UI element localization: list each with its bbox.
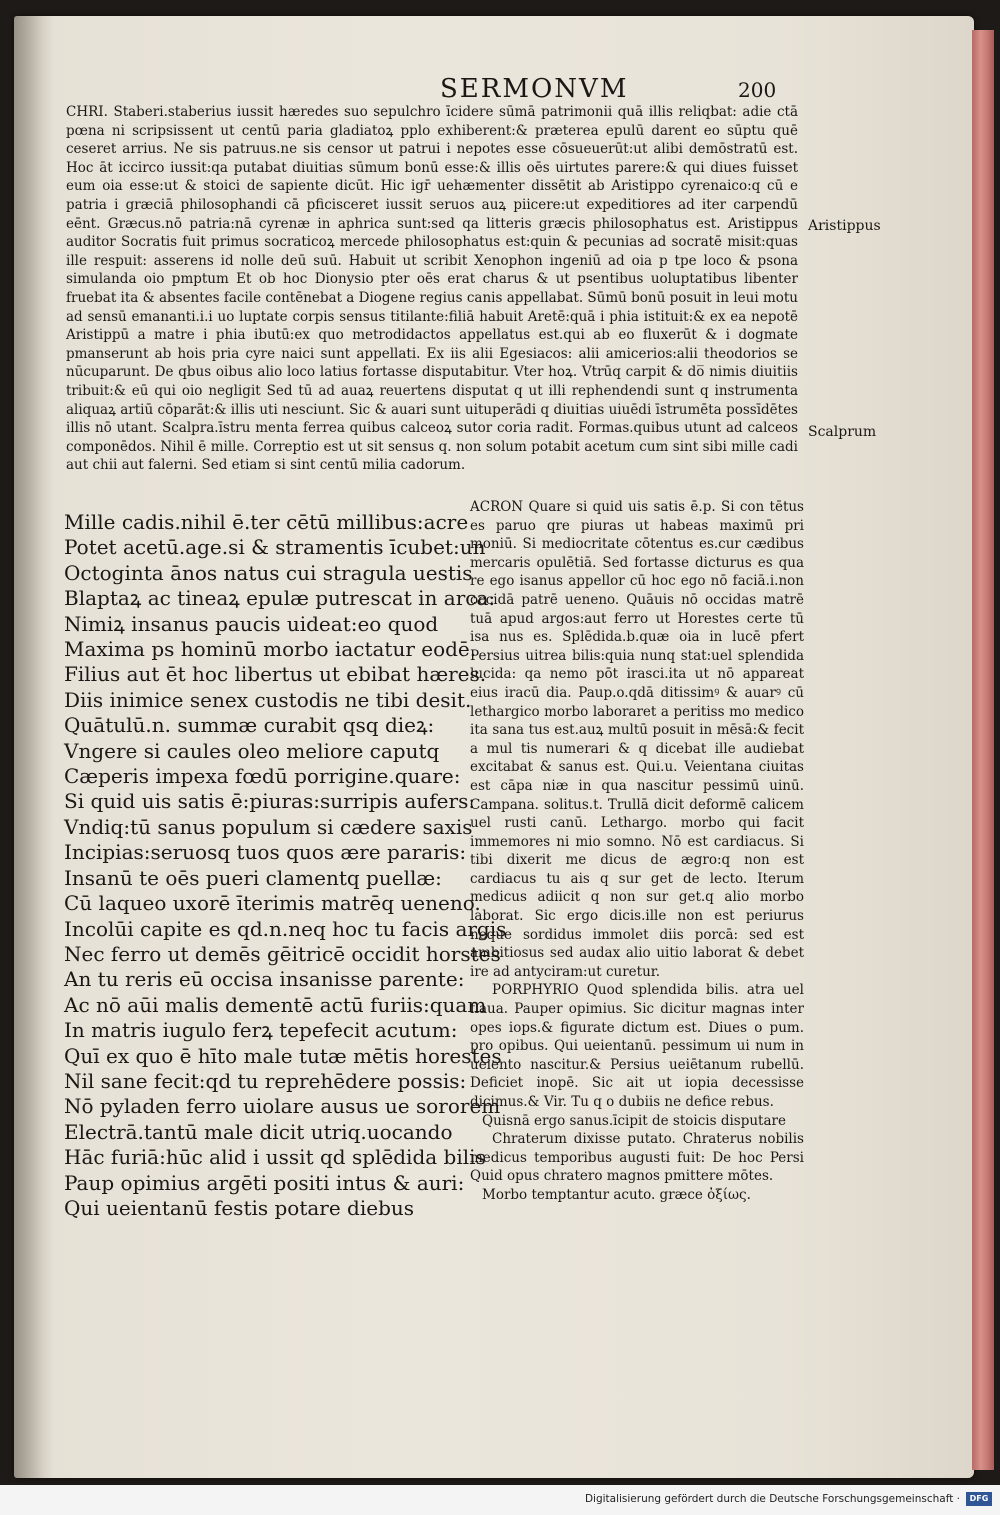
verse-line: Electrā.tantū male dicit utriq.uocando [64, 1119, 453, 1144]
verse-line: Incolūi capite es qd.n.neq hoc tu facis argis [64, 916, 507, 941]
verse-line: Nō pyladen ferro uiolare ausus ue sororem [64, 1094, 501, 1119]
dfg-logo-icon: DFG [966, 1492, 992, 1506]
verse-line: Diis inimice senex custodis ne tibi desit. [64, 687, 472, 712]
margin-note-scalprum: Scalprum [808, 424, 877, 440]
commentary-line: Quisnā ergo sanus.īcipit de stoicis disputare [482, 1112, 786, 1129]
verse-line: Nec ferro ut demēs gēitricē occidit horstes [64, 941, 501, 966]
verse-line: Nil sane fecit:qd tu reprehēdere possis: [64, 1068, 467, 1093]
verse-line: Vngere si caules oleo meliore caputq [64, 738, 440, 763]
verse-line: Cū laqueo uxorē īterimis matrēq ueneno. [64, 891, 481, 916]
commentary-block-top [66, 103, 798, 475]
verse-line: Quātulū.n. summæ curabit qsq dieꝝ: [64, 713, 435, 738]
verse-line: An tu reris eū occisa insanisse parente: [64, 967, 465, 992]
verse-line: Cæperis impexa fœdū porrigine.quare: [64, 764, 461, 789]
commentary-paragraph: Chraterum dixisse putato. Chraterus nobilis medicus temporibus augusti fuit: De hoc Persi Quid opus chratero magnos pmittere mōtes. [470, 1131, 804, 1185]
verse-line: In matris iugulo ferꝝ tepefecit acutum: [64, 1018, 458, 1043]
commentary-block-right [470, 498, 804, 1205]
verse-line: Blaptaꝝ ac tineaꝝ epulæ putrescat in arca: [64, 586, 496, 611]
folio-number: 200 [738, 78, 777, 102]
verse-line: Insanū te oēs pueri clamentq puellæ: [64, 865, 442, 890]
verse-line: Paup opimius argēti positi intus & auri: [64, 1170, 465, 1195]
verse-line: Mille cadis.nihil ē.ter cētū millibus:acre [64, 510, 469, 534]
margin-note-aristippus: Aristippus [808, 218, 881, 234]
verse-text-block [64, 510, 507, 1221]
commentary-paragraph: CHRI. Staberi.staberius iussit hæredes suo sepulchro īcidere sūmā patrimonii quā illis reliqbat: adie ctā pœna ni scripsissent ut centū paria gladiatoꝝ pplo exhiberent:& præterea epulū darent eo sūptu quē ceseret arrius. Ne sis patruus.ne sis censor ut patrui i nepotes esse cōsueuerūt:ut alibi demōstratū est. Hoc āt iccirco iussit:qa putabat diuitias sūmum bonū esse:& illis oēs uirtutes parere:& qui diues fuisset eum oia esse:ut & stoici de sapiente dicūt. Hic igr̄ uehæmenter dissētit ab Aristippo cyrenaico:q cū e patria i græciā philosophandi cā pficisceret iussit seruos auꝝ piicere:ut expeditiores ad iter carpendū eēnt. Græcus.nō patria:nā cyrenæ in aphrica sunt:sed qa litteris græcis philosophatus est. Aristippus auditor Socratis fuit primus socraticoꝝ mercede philosophatus est:quin & pecunias ad socratē misit:quas ille respuit: asserens id nolle deū suū. Habuit ut scribit Xenophon ingeniū ad oia p tpe loco & psona simulanda oio pmptum Et ob hoc Dionysio pter oēs erat charus & ut psentibus uoluptatibus libenter fruebat ita & absentes facile contēnebat a Diogene regius canis appellabat. Sūmū bonū posuit in leui motu ad sensū emananti.i.i uo luptate corpis sensus titilante:filiā habuit Aretē:quā i phia istituit:& ex ea nepotē Aristippū a matre i phia ibutū:ex quo metrodidactos appellatus est.qui ab eo fluxerūt & i dogmate pmanserunt ab hois pria cyre naici sunt appellati. Ex iis alii Egesiacos: alii amicerios:alii theodorios se nūcuparunt. De qbus oibus alio loco latius fortasse disputabitur. Vter hoꝝ. Vtrūq carpit & do̅ nimis diuitiis tribuit:& eū qui oio negligit Sed tū ad auaꝝ reuertens disputat q ut illi rephendendi sunt q instrumenta aliquaꝝ artiū cōparāt:& illis uti nesciunt. Sic & auari sunt uituperādi q diuitias uiuēdi īstrumēta possīdētes illis nō utant. Scalpra.īstru menta ferrea quibus calceoꝝ sutor coria radit. Formas.quibus utunt ad calceos componēdos. Nihil ē mille. Correptio est ut sit sensus q. non solum potabit acetum cum sint sibi mille cadi aut chii aut falerni. Sed etiam si sint centū milia cadorum. [66, 104, 798, 474]
verse-line: Potet acetū.age.si & stramentis īcubet:un [64, 535, 486, 560]
digitization-footer [0, 1485, 1000, 1515]
verse-line: Hāc furiā:hūc alid i ussit qd splēdida bilis [64, 1145, 486, 1170]
red-page-edges [972, 30, 994, 1470]
verse-line: Incipias:seruosq tuos quos ære pararis: [64, 840, 467, 865]
verse-line: Maxima ps hominū morbo iactatur eodē. [64, 637, 477, 662]
verse-line: Nimiꝝ insanus paucis uideat:eo quod [64, 611, 439, 636]
verse-line: Filius aut ēt hoc libertus ut ebibat hæres. [64, 662, 487, 687]
verse-line: Ac nō aūi malis dementē actū furiis:quam [64, 992, 487, 1017]
verse-line: Vndiq:tū sanus populum si cædere saxis [64, 814, 473, 839]
verse-line: Qui ueientanū festis potare diebus [64, 1195, 415, 1220]
verse-line: Si quid uis satis ē:piuras:surripis aufers: [64, 789, 476, 814]
commentary-line: Morbo temptantur acuto. græce ὀξίως. [482, 1186, 751, 1203]
commentary-paragraph-acron: ACRON Quare si quid uis satis ē.p. Si con tētus es paruo qre piuras ut habeas maximū pri moniū. Si mediocritate cōtentus es.cur cædibus mercaris opulētiā. Sed fortasse dicturus es qua re ego isanus appellor cū hoc ego nō faciā.i.non occidā patrē ueneno. Quāuis nō occidas matrē tuā apud argos:aut ferro ut Horestes certe tū isa nus es. Splēdida.b.quæ oia in lucē pfert Persius uitrea bilis:quia nunq stat:uel splendida lucida: qa nemo pōt irasci.ita ut nō appareat eius iracū dia. Paup.o.qdā ditissimꝰ & auarꝰ cū lethargico morbo laboraret a peritiss mo medico ita sana tus est.auꝝ multū posuit in mēsā:& fecit a mul tis numerari & q dicebat ille audiebat excitabat & sanus est. Qui.u. Veientana ciuitas est cāpa niæ in qua nascitur pessimū uinū. Campana. solitus.t. Trullā dicit deformē calicem uel rusti canū. Lethargo. morbo qui facit immemores ni mio somno. Nō est cardiacus. Si tibi dixerit me dicus de ægro:q non est cardiacus tu ais q sur get de lecto. Iterum medicus adiicit q non sur get.q alio morbo laborat. Sic ergo dicis.ille non est periurus neque sordidus immolet diis porcā: sed est ambitiosus sed audax alio uitio laborat & debet ire ad antyciram:ut curetur. [470, 499, 804, 980]
verse-line: Quī ex quo ē hīto male tutæ mētis horestes [64, 1043, 502, 1068]
verse-line: Octoginta ānos natus cui stragula uestis [64, 560, 473, 585]
running-head: SERMONVM [440, 74, 629, 104]
footer-credit: Digitalisierung gefördert durch die Deutsche Forschungsgemeinschaft · [584, 1493, 960, 1505]
commentary-paragraph-porphyrio: PORPHYRIO Quod splendida bilis. atra uel flaua. Pauper opimius. Sic dicitur magnas inter opes iops.& figurate dictum est. Diues o pum. pro opibus. Qui ueientanū. pessimum ui num in ueiento nascitur.& Persius ueiētanum rubellū. Deficiet inopē. Sic ait ut iopia decessisse dicimus.& Vir. Tu q o dubiis ne defice rebus. [470, 982, 804, 1110]
